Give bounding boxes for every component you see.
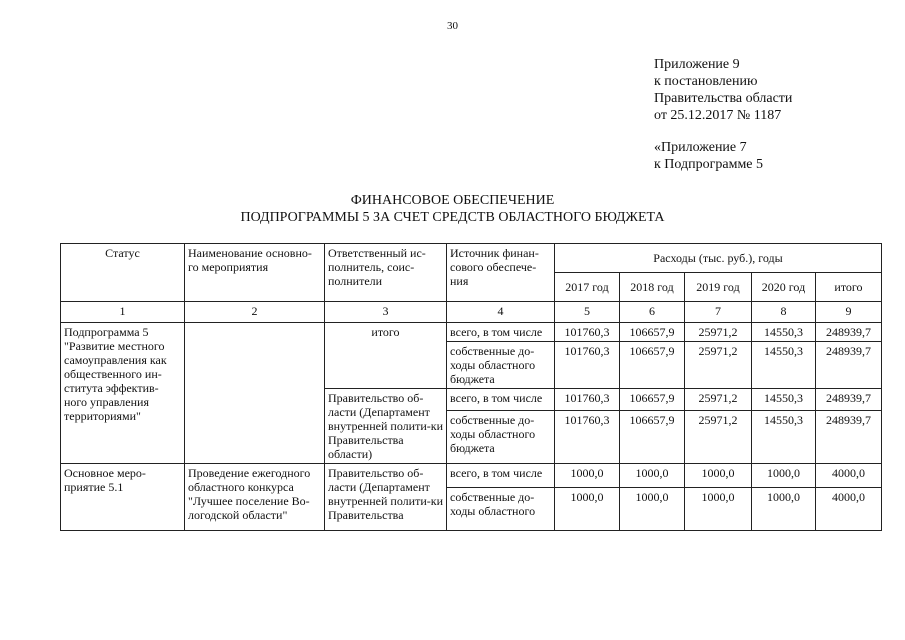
- header-year: 2019 год: [685, 273, 752, 302]
- financing-table: [60, 243, 882, 531]
- column-number: 3: [325, 302, 447, 323]
- status-cell: Подпрограмма 5 "Развитие местного самоуправления как общественного ин-ститута эффектив-ного управления территориями": [61, 323, 185, 464]
- title-line: ПОДПРОГРАММЫ 5 ЗА СЧЕТ СРЕДСТВ ОБЛАСТНОГО БЮДЖЕТА: [240, 210, 665, 225]
- value-cell: 106657,9: [620, 389, 685, 411]
- column-number: 4: [447, 302, 555, 323]
- header-row: [61, 244, 882, 273]
- value-cell: 14550,3: [752, 342, 816, 389]
- source-cell: собственные до-ходы областного: [447, 488, 555, 531]
- page-number: 30: [447, 20, 458, 32]
- column-number: 2: [185, 302, 325, 323]
- column-number: 7: [685, 302, 752, 323]
- appendix-line: Правительства области: [654, 91, 793, 106]
- appendix-line: к постановлению: [654, 74, 758, 89]
- value-cell: 14550,3: [752, 389, 816, 411]
- value-cell: 101760,3: [555, 342, 620, 389]
- value-cell: 1000,0: [620, 488, 685, 531]
- appendix-block: [654, 56, 792, 173]
- executor-cell: итого: [325, 323, 447, 389]
- appendix-line: «Приложение 7: [654, 140, 747, 155]
- source-cell: всего, в том числе: [447, 389, 555, 411]
- column-number: 9: [816, 302, 882, 323]
- header-status: Статус: [61, 244, 185, 302]
- appendix-line: от 25.12.2017 № 1187: [654, 108, 782, 123]
- value-cell: 1000,0: [685, 488, 752, 531]
- value-cell: 248939,7: [816, 410, 882, 463]
- column-number: 5: [555, 302, 620, 323]
- value-cell: 25971,2: [685, 389, 752, 411]
- table-row: [61, 323, 882, 342]
- value-cell: 14550,3: [752, 410, 816, 463]
- value-cell: 248939,7: [816, 342, 882, 389]
- value-cell: 248939,7: [816, 389, 882, 411]
- appendix-line: Приложение 9: [654, 57, 740, 72]
- value-cell: 1000,0: [685, 464, 752, 488]
- name-cell: [185, 464, 325, 531]
- header-source: Источник финан-сового обеспече-ния: [447, 244, 555, 302]
- column-number: 6: [620, 302, 685, 323]
- source-cell: всего, в том числе: [447, 323, 555, 342]
- status-text: Основное меро-приятие 5.1: [64, 466, 146, 494]
- executor-text: Правительство об-ласти (Департамент внутренней полити-ки Правительства: [328, 466, 443, 522]
- value-cell: 106657,9: [620, 323, 685, 342]
- value-cell: 101760,3: [555, 389, 620, 411]
- value-cell: 1000,0: [752, 464, 816, 488]
- column-number: 1: [61, 302, 185, 323]
- table-row: [61, 464, 882, 488]
- value-cell: 1000,0: [555, 464, 620, 488]
- document-title: [0, 192, 905, 226]
- value-cell: 1000,0: [620, 464, 685, 488]
- value-cell: 101760,3: [555, 323, 620, 342]
- status-cell: [61, 464, 185, 531]
- value-cell: 14550,3: [752, 323, 816, 342]
- value-cell: 4000,0: [816, 488, 882, 531]
- value-cell: 106657,9: [620, 410, 685, 463]
- value-cell: 1000,0: [555, 488, 620, 531]
- column-number: 8: [752, 302, 816, 323]
- appendix-line: к Подпрограмме 5: [654, 157, 764, 172]
- header-name: Наименование основно-го мероприятия: [185, 244, 325, 302]
- name-cell-empty: [185, 323, 325, 464]
- header-expenses: Расходы (тыс. руб.), годы: [555, 244, 882, 273]
- source-cell: собственные до-ходы областного бюджета: [447, 342, 555, 389]
- column-number-row: [61, 302, 882, 323]
- header-year: 2018 год: [620, 273, 685, 302]
- header-year: 2020 год: [752, 273, 816, 302]
- header-total: итого: [816, 273, 882, 302]
- title-line: ФИНАНСОВОЕ ОБЕСПЕЧЕНИЕ: [350, 193, 555, 208]
- header-year: 2017 год: [555, 273, 620, 302]
- value-cell: 25971,2: [685, 410, 752, 463]
- value-cell: 25971,2: [685, 323, 752, 342]
- name-text: Проведение ежегодного областного конкурса "Лучшее поселение Во-логодской области": [188, 466, 311, 522]
- value-cell: 248939,7: [816, 323, 882, 342]
- source-cell: собственные до-ходы областного бюджета: [447, 410, 555, 463]
- header-executor: Ответственный ис-полнитель, соис-полнители: [325, 244, 447, 302]
- source-cell: всего, в том числе: [447, 464, 555, 488]
- executor-cell: [325, 464, 447, 531]
- value-cell: 25971,2: [685, 342, 752, 389]
- executor-cell: Правительство об-ласти (Департамент внутренней полити-ки Правительства области): [325, 389, 447, 464]
- value-cell: 106657,9: [620, 342, 685, 389]
- value-cell: 101760,3: [555, 410, 620, 463]
- appendix-gap: [654, 124, 792, 139]
- value-cell: 1000,0: [752, 488, 816, 531]
- value-cell: 4000,0: [816, 464, 882, 488]
